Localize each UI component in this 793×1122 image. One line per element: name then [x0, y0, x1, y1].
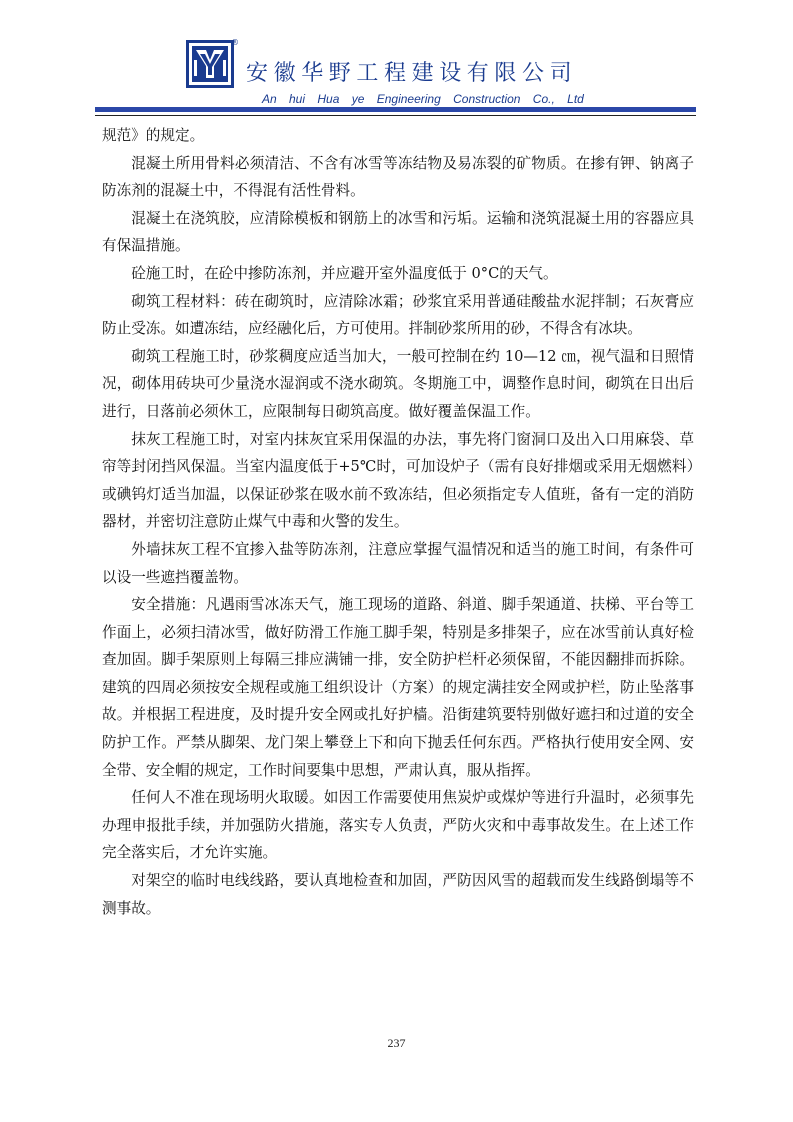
paragraph: 混凝土所用骨料必须清洁、不含有冰雪等冻结物及易冻裂的矿物质。在掺有钾、钠离子防冻剂的混凝土中，不得混有活性骨料。 [102, 154, 694, 200]
document-body [102, 122, 694, 922]
paragraph: 混凝土在浇筑胶，应清除模板和钢筋上的冰雪和污垢。运输和浇筑混凝土用的容器应具有保温措施。 [102, 209, 694, 255]
page-number: 237 [387, 1036, 406, 1050]
paragraph: 规范》的规定。 [102, 127, 205, 144]
header-rule-thick [95, 107, 696, 112]
paragraph: 任何人不准在现场明火取暖。如因工作需要使用焦炭炉或煤炉等进行升温时，必须事先办理申报批手续，并加强防火措施，落实专人负责，严防火灾和中毒事故发生。在上述工作完全落实后，才允许实施。 [102, 789, 694, 862]
paragraph: 对架空的临时电线线路，要认真地检查和加固，严防因风雪的超载而发生线路倒塌等不测事故。 [102, 872, 694, 917]
paragraph: 抹灰工程施工时，对室内抹灰宜采用保温的办法，事先将门窗洞口及出入口用麻袋、草帘等封闭挡风保温。当室内温度低于+5℃时，可加设炉子（需有良好排烟或采用无烟燃料）或碘钨灯适当加温，以保证砂浆在吸水前不致冻结，但必须指定专人值班，备有一定的消防器材，并密切注意防止煤气中毒和火警的发生。 [102, 430, 694, 531]
header-rule-thin [95, 115, 696, 116]
paragraph: 砼施工时，在砼中掺防冻剂，并应避开室外温度低于 0°C的天气。 [131, 264, 558, 282]
paragraph: 砌筑工程材料：砖在砌筑时，应清除冰霜；砂浆宜采用普通硅酸盐水泥拌制；石灰膏应防止受冻。如遭冻结，应经融化后，方可使用。拌制砂浆所用的砂，不得含有冰块。 [102, 292, 694, 338]
company-name-cn: 安徽华野工程建设有限公司 [246, 61, 578, 86]
paragraph: 砌筑工程施工时，砂浆稠度应适当加大，一般可控制在约 10—12 ㎝，视气温和日照情况，砌体用砖块可少量浇水湿润或不浇水砌筑。冬期施工中，调整作息时间，砌筑在日出后进行，日落前必须休工，应限制每日砌筑高度。做好覆盖保温工作。 [102, 347, 694, 420]
company-name-en: An hui Hua ye Engineering Construction Co., Ltd [262, 92, 584, 106]
paragraph: 安全措施：凡遇雨雪冰冻天气，施工现场的道路、斜道、脚手架通道、扶梯、平台等工作面上，必须扫清冰雪，做好防滑工作施工脚手架，特别是多排架子，应在冰雪前认真好检查加固。脚手架原则上每隔三排应满铺一排，安全防护栏杆必须保留，不能因翻排而拆除。建筑的四周必须按安全规程或施工组织设计（方案）的规定满挂安全网或护栏，防止坠落事故。并根据工程进度，及时提升安全网或扎好护樯。沿街建筑要特别做好遮扫和过道的安全防护工作。严禁从脚架、龙门架上攀登上下和向下抛丢任何东西。严格执行使用安全网、安全带、安全帽的规定，工作时间要集中思想，严肃认真，服从指挥。 [102, 596, 694, 779]
hy-logo-icon [186, 40, 234, 88]
paragraph: 外墙抹灰工程不宜掺入盐等防冻剂，注意应掌握气温情况和适当的施工时间，有条件可以设一些遮挡覆盖物。 [102, 540, 694, 586]
registered-mark: ® [231, 38, 239, 47]
page-header [0, 0, 793, 122]
